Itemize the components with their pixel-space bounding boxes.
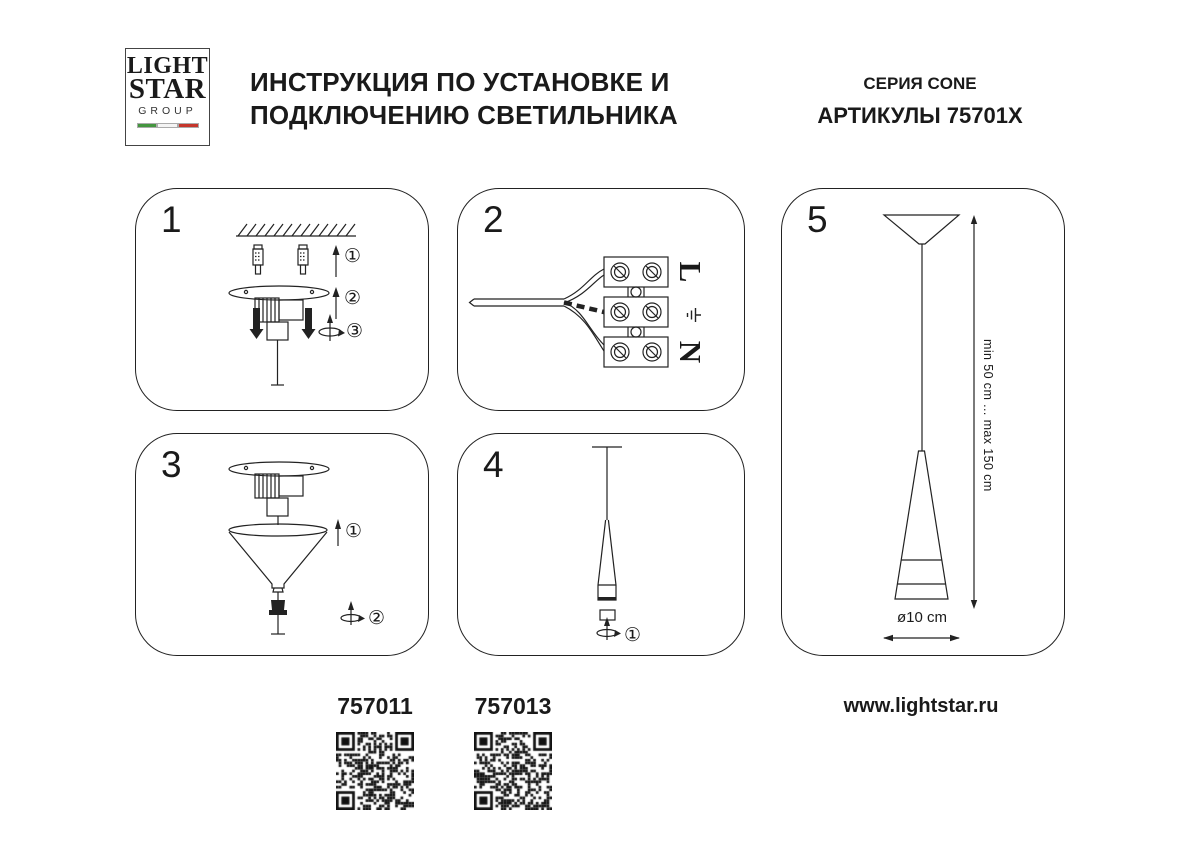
terminal-block [604, 257, 668, 367]
ceiling-canopy [884, 215, 959, 244]
italian-flag-icon [137, 123, 199, 128]
arrow-up-icon [333, 245, 340, 277]
lightstar-logo [125, 48, 210, 146]
diameter-dimension-arrow [883, 635, 960, 641]
arrow-up-icon [333, 287, 340, 319]
rotate-icon [341, 601, 365, 625]
flag-white [157, 123, 178, 128]
step-badge-1: ① [345, 520, 363, 542]
power-cable [470, 269, 605, 351]
wall-anchor-icon [298, 245, 308, 274]
height-range-label: min 50 cm ... max 150 cm [981, 339, 995, 492]
article-code-1: 757011 [337, 693, 413, 719]
step-number: 3 [161, 444, 182, 485]
step-badge-2: ② [344, 287, 362, 309]
cone-shade [895, 451, 948, 599]
series-label: СЕРИЯ CONE [863, 74, 977, 93]
logo-word-star: STAR [128, 73, 207, 105]
step-number: 4 [483, 444, 504, 485]
height-dimension-arrow [971, 215, 977, 609]
article-code-2: 757013 [474, 693, 552, 719]
ground-icon [679, 306, 703, 325]
logo-word-group: GROUP [138, 105, 197, 117]
step-panel-4 [457, 433, 745, 656]
step-badge-2: ② [368, 607, 386, 629]
live-terminal-label: L [673, 261, 708, 283]
step-badge-1: ① [624, 624, 642, 646]
qr-code-2 [474, 732, 552, 810]
arrow-up-icon [335, 519, 341, 546]
mounting-plate [229, 462, 329, 525]
screw-icon [302, 308, 316, 339]
flag-red [178, 123, 199, 128]
step-number: 2 [483, 199, 504, 240]
website-url: www.lightstar.ru [843, 695, 999, 717]
pendant-overview-diagram [782, 189, 1063, 654]
ceiling-hatch-icon [236, 224, 356, 236]
screw-icon [250, 308, 264, 339]
page-title [250, 66, 678, 132]
articles-label: АРТИКУЛЫ 75701X [817, 103, 1023, 128]
lock-nut [269, 600, 287, 615]
diameter-label: ø10 cm [896, 609, 947, 626]
step-panel-2 [457, 188, 745, 411]
cone-shade [229, 524, 327, 600]
step-badge-1: ① [344, 245, 362, 267]
series-block [770, 74, 1070, 129]
step-number: 5 [807, 199, 828, 240]
wall-anchor-icon [253, 245, 263, 274]
neutral-terminal-label: N [673, 340, 708, 364]
flag-green [137, 123, 158, 128]
title-line-1: ИНСТРУКЦИЯ ПО УСТАНОВКЕ И [250, 67, 670, 97]
step-panel-3 [135, 433, 429, 656]
step-number: 1 [161, 199, 182, 240]
step-panel-1 [135, 188, 429, 411]
step-badge-3: ③ [346, 320, 364, 342]
logo-word-light: LIGHT [126, 53, 209, 79]
rotate-icon [319, 314, 345, 341]
overview-panel-5 [781, 188, 1065, 656]
qr-code-1 [336, 732, 414, 810]
cone-shade [598, 520, 616, 600]
title-line-2: ПОДКЛЮЧЕНИЮ СВЕТИЛЬНИКА [250, 100, 678, 130]
mounting-plate [229, 286, 329, 385]
